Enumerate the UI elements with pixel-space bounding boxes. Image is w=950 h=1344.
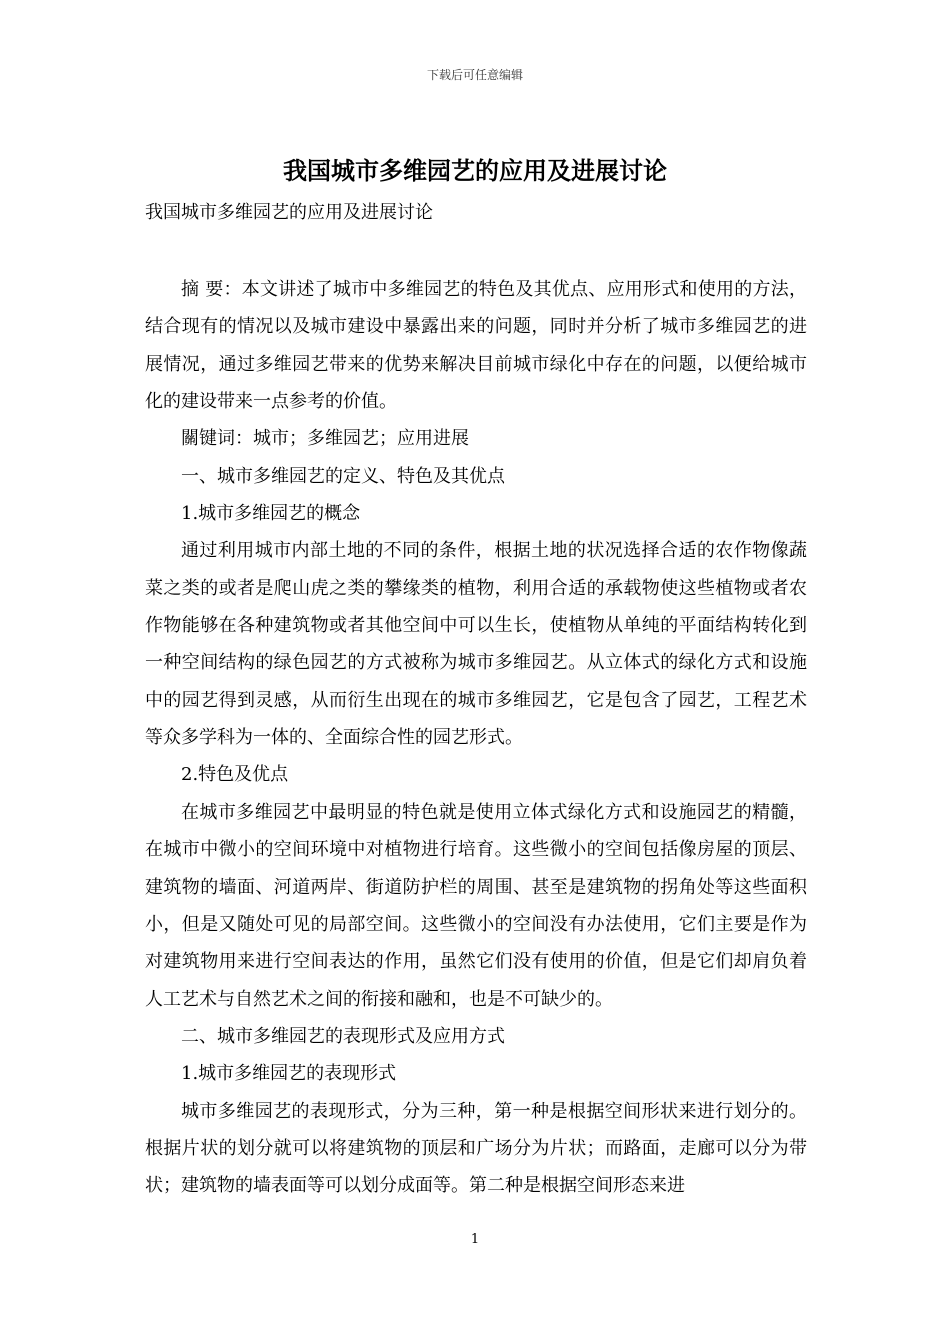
subsection-heading-2-1: 1.城市多维园艺的表现形式	[181, 1063, 397, 1085]
subsection-heading-1-1: 1.城市多维园艺的概念	[181, 503, 361, 525]
document-title: 我国城市多维园艺的应用及进展讨论	[283, 156, 667, 185]
section-heading-1: 一、城市多维园艺的定义、特色及其优点	[181, 465, 505, 487]
document-subtitle: 我国城市多维园艺的应用及进展讨论	[145, 202, 433, 223]
keywords-paragraph: 關键词：城市；多维园艺；应用进展	[181, 428, 469, 450]
abstract-paragraph: 摘 要：本文讲述了城市中多维园艺的特色及其优点、应用形式和使用的方法，结合现有的情况以及城市建设中暴露出来的问题，同时并分析了城市多维园艺的进展情况，通过多维园艺带来的优势来解决目前城市绿化中存在的问题，以便给城市化的建设带来一点参考的价值。	[145, 279, 807, 413]
page-header-note: 下载后可任意编辑	[426, 68, 523, 82]
document-body	[145, 271, 807, 1205]
body-paragraph: 城市多维园艺的表现形式，分为三种，第一种是根据空间形状来进行划分的。根据片状的划分就可以将建筑物的顶层和广场分为片状；而路面，走廊可以分为带状；建筑物的墙表面等可以划分成面等。第二种是根据空间形态来进	[145, 1100, 807, 1197]
subsection-heading-1-2: 2.特色及优点	[181, 764, 289, 786]
page-number: 1	[470, 1232, 480, 1247]
body-paragraph: 在城市多维园艺中最明显的特色就是使用立体式绿化方式和设施园艺的精髓，在城市中微小的空间环境中对植物进行培育。这些微小的空间包括像房屋的顶层、建筑物的墙面、河道两岸、街道防护栏的周围、甚至是建筑物的拐角处等这些面积小，但是又随处可见的局部空间。这些微小的空间没有办法使用，它们主要是作为对建筑物用来进行空间表达的作用，虽然它们没有使用的价值，但是它们却肩负着人工艺术与自然艺术之间的衔接和融和，也是不可缺少的。	[145, 801, 807, 1010]
body-paragraph: 通过利用城市内部土地的不同的条件，根据土地的状况选择合适的农作物像蔬菜之类的或者是爬山虎之类的攀缘类的植物，利用合适的承载物使这些植物或者农作物能够在各种建筑物或者其他空间中可以生长，使植物从单纯的平面结构转化到一种空间结构的绿色园艺的方式被称为城市多维园艺。从立体式的绿化方式和设施中的园艺得到灵感，从而衍生出现在的城市多维园艺，它是包含了园艺，工程艺术等众多学科为一体的、全面综合性的园艺形式。	[145, 540, 807, 749]
section-heading-2: 二、城市多维园艺的表现形式及应用方式	[181, 1025, 505, 1047]
